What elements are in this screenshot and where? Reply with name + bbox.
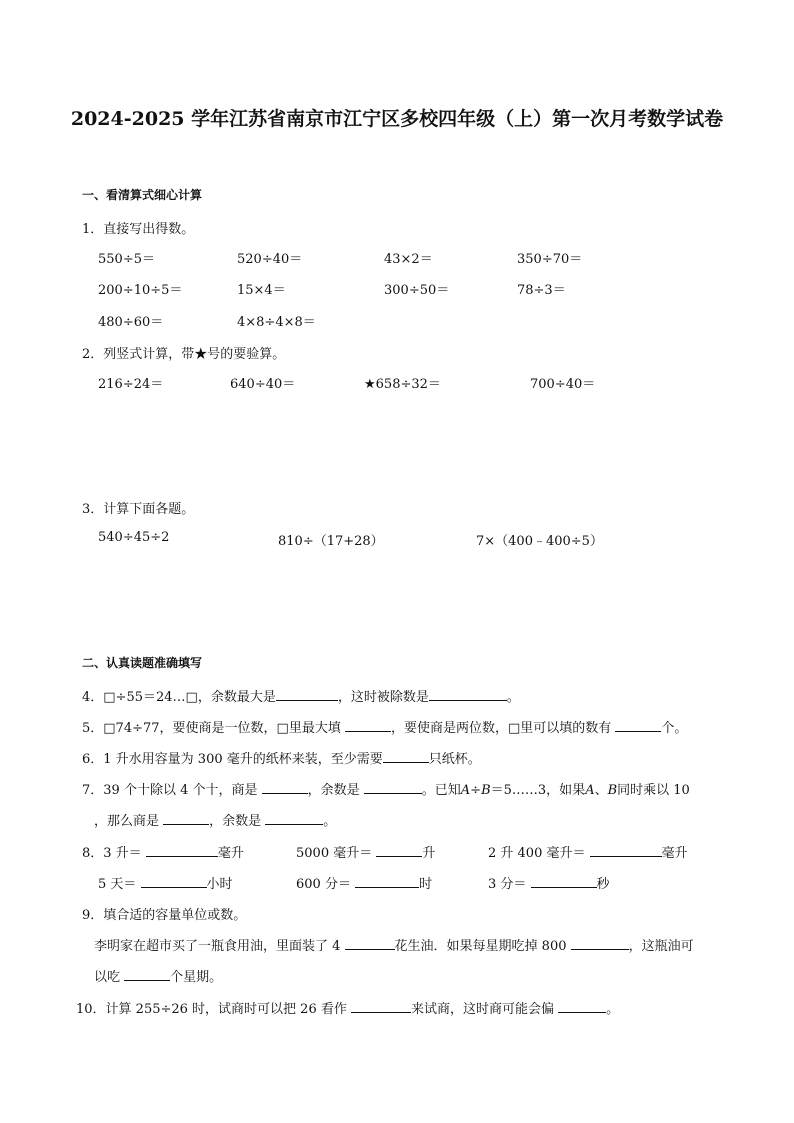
question-8-text: 600 分＝ — [296, 877, 356, 892]
question-7-line-2 — [94, 810, 336, 829]
expr: 43×2＝ — [384, 252, 433, 267]
question-9-line-1 — [94, 935, 694, 954]
answer-blank[interactable] — [383, 750, 429, 763]
question-8-text: 5000 毫升＝ — [296, 846, 377, 861]
answer-blank[interactable] — [124, 968, 170, 981]
question-10-text: 。 — [606, 1002, 620, 1017]
expr: 7×（400﹣400÷5） — [476, 534, 603, 549]
question-8-text: 8．3 升＝ — [82, 846, 146, 861]
answer-blank[interactable] — [262, 781, 308, 794]
question-8-item — [488, 873, 610, 892]
answer-blank[interactable] — [571, 937, 629, 950]
question-9-label: 9．填合适的容量单位或数。 — [82, 908, 247, 923]
question-7-text: 、 — [594, 783, 608, 798]
question-8-unit: 时 — [419, 877, 433, 892]
question-10-text: 10．计算 255÷26 时，试商时可以把 26 看作 — [76, 1002, 351, 1017]
page-title: 2024-2025 学年江苏省南京市江宁区多校四年级（上）第一次月考数学试卷 — [70, 108, 724, 130]
answer-blank[interactable] — [345, 937, 395, 950]
answer-blank[interactable] — [376, 844, 422, 857]
expr: 15×4＝ — [237, 283, 286, 298]
question-4-text: 。 — [506, 690, 520, 705]
question-8-item — [296, 842, 435, 861]
section-heading-2: 二、认真读题准确填写 — [82, 656, 203, 670]
question-7-text: 。已知 — [421, 783, 461, 798]
question-5 — [82, 717, 687, 736]
variable-b: B — [607, 783, 618, 798]
expr: 480÷60＝ — [98, 315, 164, 330]
answer-blank[interactable] — [531, 875, 597, 888]
answer-blank[interactable] — [590, 844, 662, 857]
question-10 — [76, 998, 619, 1017]
question-7-text: ，那么商是 — [94, 814, 164, 829]
answer-blank[interactable] — [146, 844, 218, 857]
question-7-text: 7．39 个十除以 4 个十，商是 — [82, 783, 262, 798]
question-9-text: 花生油．如果每星期吃掉 800 — [394, 939, 571, 954]
question-5-text: ，要使商是两位数，□里可以填的数有 — [390, 721, 616, 736]
answer-blank[interactable] — [429, 688, 507, 701]
expr: 216÷24＝ — [98, 377, 164, 392]
question-9-line-2 — [94, 966, 222, 985]
question-10-text: 来试商，这时商可能会偏 — [411, 1002, 559, 1017]
expr: 640÷40＝ — [230, 377, 296, 392]
question-7-text: ＝5……3，如果 — [490, 783, 586, 798]
question-4-text: 4．□÷55＝24…□，余数最大是 — [82, 690, 276, 705]
question-9-text: 个星期。 — [170, 970, 223, 985]
variable-a: A — [460, 783, 471, 798]
question-9-text: ，这瓶油可 — [628, 939, 694, 954]
expr: 810÷（17+28） — [278, 534, 384, 549]
question-9-text: 以吃 — [94, 970, 125, 985]
expr: ★658÷32＝ — [364, 377, 441, 392]
expr: 700÷40＝ — [530, 377, 596, 392]
question-6 — [82, 748, 481, 767]
answer-blank[interactable] — [355, 875, 419, 888]
question-8-unit: 秒 — [596, 877, 610, 892]
question-1-label: 1．直接写出得数。 — [82, 222, 195, 237]
expr: 550÷5＝ — [98, 252, 155, 267]
expr: 200÷10÷5＝ — [98, 283, 183, 298]
question-7-text: ，余数是 — [307, 783, 364, 798]
section-heading-1: 一、看清算式细心计算 — [82, 188, 203, 202]
question-8-unit: 毫升 — [217, 846, 244, 861]
expr: 520÷40＝ — [237, 252, 303, 267]
question-8-text: 5 天＝ — [98, 877, 141, 892]
answer-blank[interactable] — [345, 719, 391, 732]
question-8-unit: 升 — [422, 846, 436, 861]
question-6-text: 只纸杯。 — [428, 752, 481, 767]
question-8-text: 3 分＝ — [488, 877, 531, 892]
expr: 540÷45÷2 — [98, 530, 170, 545]
question-7-text: ÷ — [470, 783, 482, 798]
question-7-text: 。 — [323, 814, 337, 829]
question-8-item — [296, 873, 432, 892]
answer-blank[interactable] — [265, 812, 323, 825]
question-8-text: 2 升 400 毫升＝ — [488, 846, 590, 861]
expr: 4×8÷4×8＝ — [237, 315, 316, 330]
answer-blank[interactable] — [615, 719, 661, 732]
question-8-item — [82, 842, 244, 861]
question-9-text: 李明家在超市买了一瓶食用油，里面装了 4 — [94, 939, 345, 954]
question-6-text: 6．1 升水用容量为 300 毫升的纸杯来装，至少需要 — [82, 752, 383, 767]
question-8-unit: 小时 — [206, 877, 233, 892]
answer-blank[interactable] — [141, 875, 207, 888]
answer-blank[interactable] — [558, 1000, 606, 1013]
question-7-text: 同时乘以 10 — [617, 783, 690, 798]
question-8-unit: 毫升 — [661, 846, 688, 861]
answer-blank[interactable] — [163, 812, 209, 825]
answer-blank[interactable] — [276, 688, 338, 701]
question-4-text: ，这时被除数是 — [337, 690, 429, 705]
answer-blank[interactable] — [351, 1000, 411, 1013]
question-4 — [82, 686, 520, 705]
expr: 350÷70＝ — [517, 252, 583, 267]
expr: 300÷50＝ — [384, 283, 450, 298]
question-8-item — [98, 873, 233, 892]
question-5-text: 个。 — [661, 721, 688, 736]
question-3-label: 3．计算下面各题。 — [82, 502, 195, 517]
answer-blank[interactable] — [364, 781, 422, 794]
variable-a: A — [585, 783, 595, 798]
question-8-item — [488, 842, 688, 861]
question-7-text: ，余数是 — [209, 814, 266, 829]
question-7 — [82, 779, 690, 798]
variable-b: B — [481, 783, 491, 798]
question-2-label: 2．列竖式计算，带★号的要验算。 — [82, 347, 286, 362]
expr: 78÷3＝ — [517, 283, 566, 298]
question-5-text: 5．□74÷77，要使商是一位数，□里最大填 — [82, 721, 345, 736]
